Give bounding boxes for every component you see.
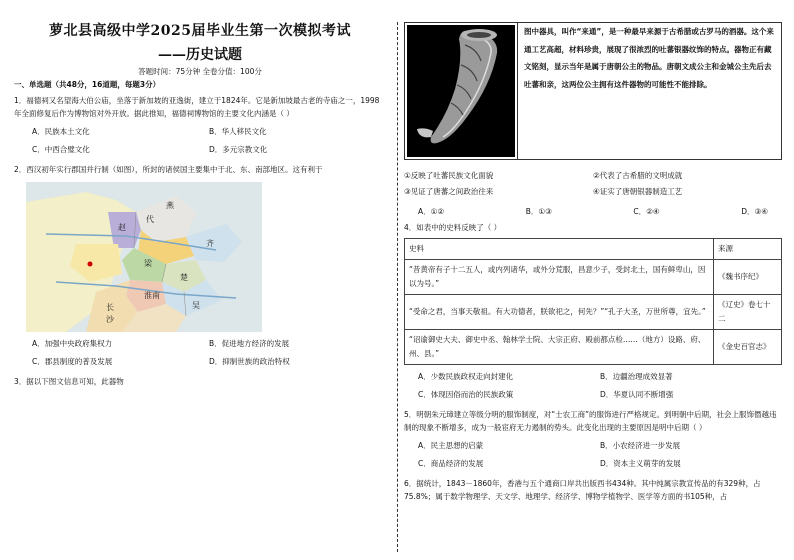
western-han-map xyxy=(26,182,262,332)
option-c[interactable]: C．商品经济的发展 xyxy=(418,459,484,468)
source-text: “诏谕御史大夫、御史中丞、翰林学士院、大宗正府、殿前都点检……（地方）设路、府、州、县。” xyxy=(405,330,714,365)
section-heading: 一、单选题（共48分，16道题，每题3分） xyxy=(14,80,161,89)
option-a[interactable]: A．①② xyxy=(418,207,445,216)
question-1-options xyxy=(14,123,386,159)
table-header-row xyxy=(405,239,782,260)
option-b[interactable]: B．①③ xyxy=(525,207,552,216)
map-label-zhao: 赵 xyxy=(118,223,126,232)
source-origin: 《魏书序纪》 xyxy=(714,260,782,295)
option-d[interactable]: D．资本主义萌芽的发展 xyxy=(600,459,681,468)
statement-2: ②代表了古希腊的文明成就 xyxy=(593,171,683,180)
exam-title: 萝北县高级中学2025届毕业生第一次模拟考试 xyxy=(49,23,351,39)
map-label-yan: 燕 xyxy=(166,201,174,210)
table-row xyxy=(405,330,782,365)
question-2-stem: 2．西汉初年实行郡国并行制（如图），所封的诸侯国主要集中于北、东、南部地区。这有利于 xyxy=(14,165,323,174)
map-label-changsha: 长沙 xyxy=(106,303,114,324)
option-c[interactable]: C．②④ xyxy=(633,207,660,216)
option-d[interactable]: D．③④ xyxy=(741,207,768,216)
header-source-text: 史料 xyxy=(405,239,714,260)
option-b[interactable]: B．小农经济进一步发展 xyxy=(600,441,681,450)
option-b[interactable]: B．华人移民文化 xyxy=(209,127,267,136)
table-row xyxy=(405,295,782,330)
left-column xyxy=(14,22,386,388)
option-c[interactable]: C．郡县制度的普及发展 xyxy=(32,357,113,366)
map-label-dai: 代 xyxy=(146,215,154,224)
question-4-options xyxy=(404,368,782,404)
map-label-liang: 梁 xyxy=(144,259,152,268)
right-column xyxy=(404,22,782,503)
question-3-options xyxy=(404,206,782,217)
source-text: “昔黄帝有子十二五人，或内列诸华，或外分荒服，昌意少子，受封北土，国有鲜卑山，因以为号。” xyxy=(405,260,714,295)
exam-meta: 答题时间：75分钟 全卷分值：100分 xyxy=(138,67,262,76)
question-5-options xyxy=(404,437,782,473)
option-a[interactable]: A．民族本土文化 xyxy=(32,127,90,136)
option-c[interactable]: C．体现因俗而治的民族政策 xyxy=(418,390,514,399)
option-b[interactable]: B．促进地方经济的发展 xyxy=(209,339,290,348)
option-b[interactable]: B．边疆治理成效显著 xyxy=(600,372,673,381)
option-d[interactable]: D．华夏认同不断增强 xyxy=(600,390,674,399)
option-c[interactable]: C．中西合璧文化 xyxy=(32,145,90,154)
question-4-stem: 4．如表中的史料反映了（ ） xyxy=(404,223,502,232)
column-divider xyxy=(397,22,398,552)
map-label-wu: 吴 xyxy=(192,301,200,310)
question-1-stem: 1．福德祠又名望海大伯公庙，坐落于新加坡的亚逸街，建立于1824年。它是新加坡最古老的寺庙之一，1998年全面修复后作为博物馆对外开放。据此推知，福德祠博物馆的主要文化内涵是（ ） xyxy=(14,96,380,118)
question-3-statements xyxy=(404,168,782,200)
header-origin: 来源 xyxy=(714,239,782,260)
question-3-stem: 3．据以下图文信息可知，此器物 xyxy=(14,377,124,386)
statement-1: ①反映了吐蕃民族文化面貌 xyxy=(404,171,494,180)
map-label-huainan: 淮南 xyxy=(144,291,160,300)
source-table xyxy=(404,238,782,365)
source-text: “受命之君，当事天敬祖。有大功德者，朕欲祀之，何先？”“孔子大圣，万世所尊，宜先。” xyxy=(405,295,714,330)
map-label-chu: 楚 xyxy=(180,273,188,282)
exam-subtitle: ——历史试题 xyxy=(158,47,242,63)
statement-3: ③见证了唐蕃之间政治往来 xyxy=(404,187,494,196)
question-5-stem: 5．明朝朱元璋建立等级分明的服饰制度，对“士农工商”的服饰进行严格规定。到明朝中后期，社会上服饰僭越违制的现象不断增多，成为一般宦府无力遏制的势头。此变化出现的主要原因是明中后期（ ） xyxy=(404,410,777,432)
option-a[interactable]: A．少数民族政权走向封建化 xyxy=(418,372,514,381)
table-row xyxy=(405,260,782,295)
option-d[interactable]: D．抑制世族的政治特权 xyxy=(209,357,290,366)
statement-4: ④证实了唐朝银器制造工艺 xyxy=(593,187,683,196)
question-6-stem: 6．据统计，1843－1860年，香港与五个通商口岸共出版西书434种。其中纯属宗教宣传品的有329种，占75.8%；属于数学物理学、天文学、地理学、经济学、博物学植物学、医学等方面的书105种，占 xyxy=(404,479,761,501)
source-origin: 《金史百官志》 xyxy=(714,330,782,365)
artifact-description: 图中器具，叫作“来通”，是一种最早来源于古希腊或古罗马的酒器。这个来通工艺高超，材料珍贵，展现了很浓烈的吐蕃银器纹饰的特点。器物正有藏文铭刻，显示当年是属于唐朝公主的物品。唐朝文成公主和金城公主先后去吐蕃和亲，这两位公主拥有这件器物的可能性不能排除。 xyxy=(517,23,781,159)
rhyton-image xyxy=(407,25,515,157)
option-a[interactable]: A．民主思想的启蒙 xyxy=(418,441,484,450)
option-a[interactable]: A．加强中央政府集权力 xyxy=(32,339,113,348)
map-label-qi: 齐 xyxy=(206,239,214,248)
artifact-figure-box xyxy=(404,22,782,160)
map-graphic xyxy=(26,182,262,332)
rhyton-drawing xyxy=(407,25,515,157)
source-origin: 《辽史》卷七十二 xyxy=(714,295,782,330)
question-2-options xyxy=(14,335,386,371)
option-d[interactable]: D．多元宗教文化 xyxy=(209,145,268,154)
